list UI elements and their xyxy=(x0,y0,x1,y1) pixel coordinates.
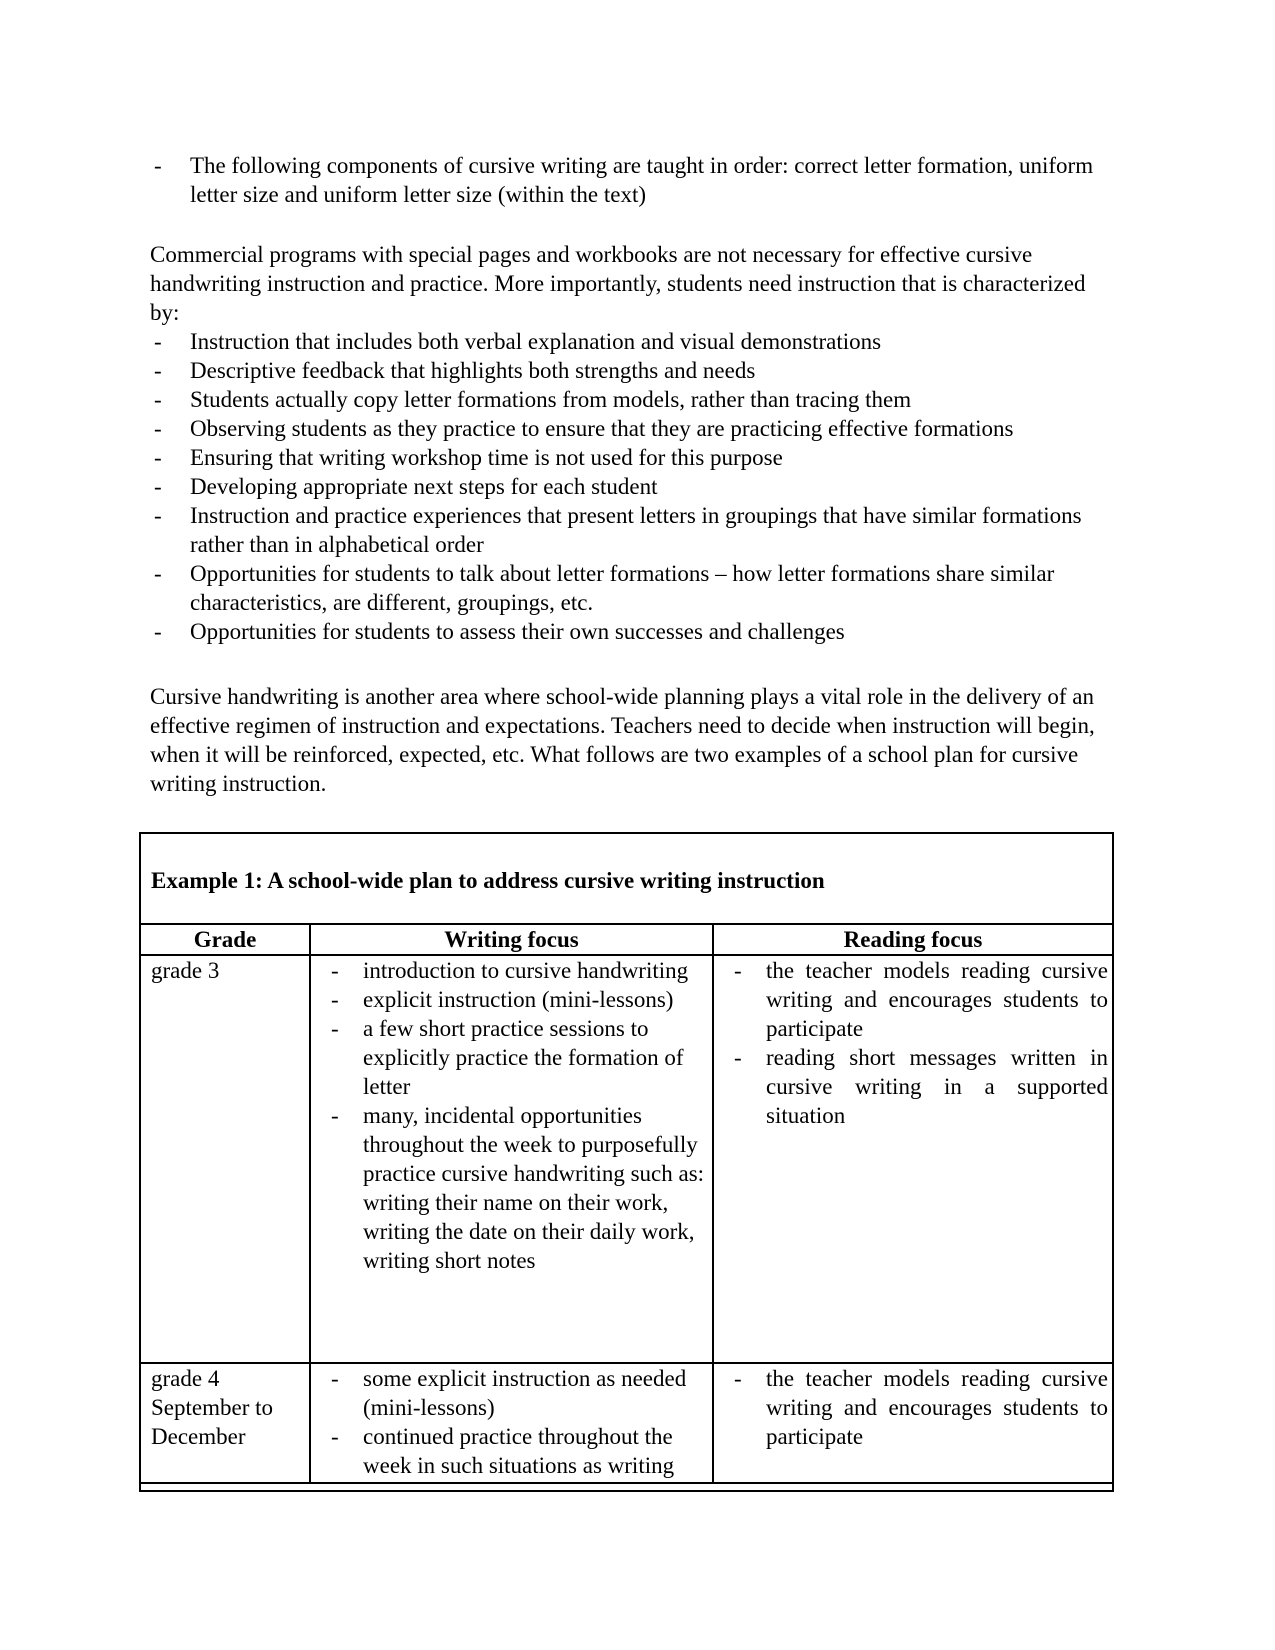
instruction-criteria-list xyxy=(150,327,1120,646)
list-item: - Observing students as they practice to ensure that they are practicing effective formations xyxy=(154,416,1014,441)
writing-focus-cell xyxy=(310,1363,713,1483)
list-item: - Developing appropriate next steps for each student xyxy=(154,474,658,499)
list-item: - reading short messages written in cursive writing in a supported situation xyxy=(734,1045,1108,1128)
grade-cell: grade 3 xyxy=(141,955,310,1363)
reading-focus-list xyxy=(722,956,1108,1130)
list-item: - many, incidental opportunities throughout the week to purposefully practice cursive handwriting such as: writing their name on their work, writing the date on their daily work, writing short notes xyxy=(331,1103,705,1273)
top-bullet-list xyxy=(150,151,1110,209)
grade-header: Grade xyxy=(141,925,310,955)
list-item: - The following components of cursive writing are taught in order: correct letter formation, uniform letter size and uniform letter size (within the text) xyxy=(154,153,1094,207)
list-item: - Opportunities for students to talk about letter formations – how letter formations share similar characteristics, are different, groupings, etc. xyxy=(154,561,1055,615)
table-header-row xyxy=(141,925,1112,955)
list-item: - Instruction and practice experiences that present letters in groupings that have similar formations rather than in alphabetical order xyxy=(154,503,1082,557)
writing-focus-header: Writing focus xyxy=(310,925,713,955)
table-row xyxy=(141,955,1112,1363)
list-item: - Instruction that includes both verbal explanation and visual demonstrations xyxy=(154,329,882,354)
intro-paragraph: Commercial programs with special pages and workbooks are not necessary for effective cursive handwriting instruction and practice. More importantly, students need instruction that is characterized by: xyxy=(150,242,1086,325)
plan-grid xyxy=(141,925,1112,1484)
reading-focus-list xyxy=(722,1364,1108,1451)
writing-focus-cell xyxy=(310,955,713,1363)
list-item: - Students actually copy letter formations from models, rather than tracing them xyxy=(154,387,912,412)
list-item: - the teacher models reading cursive writing and encourages students to participate xyxy=(734,1366,1108,1449)
list-item: - introduction to cursive handwriting xyxy=(331,958,689,983)
list-item: - Descriptive feedback that highlights both strengths and needs xyxy=(154,358,756,383)
list-item: - Opportunities for students to assess their own successes and challenges xyxy=(154,619,845,644)
reading-focus-header: Reading focus xyxy=(713,925,1112,955)
grade-cell: grade 4 September to December xyxy=(141,1363,310,1483)
list-item: - Ensuring that writing workshop time is not used for this purpose xyxy=(154,445,783,470)
list-item: - a few short practice sessions to explicitly practice the formation of letter xyxy=(331,1016,684,1099)
writing-focus-list xyxy=(319,956,708,1275)
list-item: - some explicit instruction as needed (mini-lessons) xyxy=(331,1366,687,1420)
list-item: - continued practice throughout the week in such situations as writing xyxy=(331,1424,675,1478)
reading-focus-cell xyxy=(713,1363,1112,1483)
reading-focus-cell xyxy=(713,955,1112,1363)
planning-paragraph: Cursive handwriting is another area where school-wide planning plays a vital role in the delivery of an effective regimen of instruction and expectations. Teachers need to decide when instruction will begin, when it will be reinforced, expected, etc. What follows are two examples of a school plan for cursive writing instruction. xyxy=(150,684,1095,796)
school-plan-table xyxy=(139,832,1114,1492)
list-item: - explicit instruction (mini-lessons) xyxy=(331,987,674,1012)
table-title: Example 1: A school-wide plan to address cursive writing instruction xyxy=(141,834,1112,925)
list-item: - the teacher models reading cursive writing and encourages students to participate xyxy=(734,958,1108,1041)
table-row xyxy=(141,1363,1112,1483)
writing-focus-list xyxy=(319,1364,708,1480)
